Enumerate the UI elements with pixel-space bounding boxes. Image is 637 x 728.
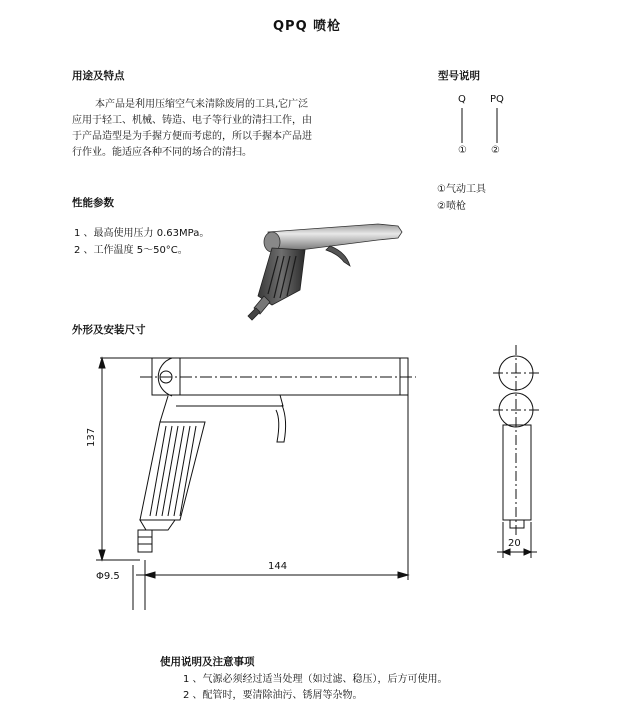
dim-diameter-label: Φ9.5 bbox=[96, 571, 120, 582]
model-heading: 型号说明 bbox=[438, 70, 480, 82]
dim-width-label: 20 bbox=[508, 538, 521, 549]
model-mark-right: ② bbox=[491, 145, 500, 156]
model-legend-1: ①气动工具 bbox=[437, 184, 486, 195]
usage-heading: 用途及特点 bbox=[72, 70, 125, 82]
spray-gun-photo bbox=[248, 224, 402, 320]
usage-line-4: 行作业。能适应各种不同的场合的清扫。 bbox=[72, 147, 252, 158]
usage-line-3: 于产品造型是为手握方便而考虑的，所以手握本产品进 bbox=[72, 131, 312, 142]
model-code-left: Q bbox=[458, 94, 466, 105]
side-view-drawing bbox=[96, 358, 416, 610]
instructions-heading: 使用说明及注意事项 bbox=[160, 656, 255, 668]
model-legend-2: ②喷枪 bbox=[437, 201, 466, 212]
dim-length-label: 144 bbox=[268, 561, 288, 572]
performance-heading: 性能参数 bbox=[72, 197, 114, 209]
usage-line-1: 本产品是利用压缩空气来清除废屑的工具,它广泛 bbox=[95, 99, 309, 110]
performance-item-2: 2 、工作温度 5～50°C。 bbox=[74, 245, 188, 256]
page-title: QPQ 喷枪 bbox=[273, 19, 342, 34]
model-diagram bbox=[462, 108, 497, 143]
front-view-drawing bbox=[493, 345, 539, 558]
usage-line-2: 应用于轻工、机械、铸造、电子等行业的清扫工作，由 bbox=[72, 115, 312, 126]
model-code-right: PQ bbox=[490, 94, 504, 105]
performance-item-1: 1 、最高使用压力 0.63MPa。 bbox=[74, 228, 210, 239]
drawing-heading: 外形及安装尺寸 bbox=[72, 324, 146, 336]
dim-height-label: 137 bbox=[86, 427, 97, 447]
instructions-item-1: 1 、气源必须经过适当处理（如过滤、稳压），后方可使用。 bbox=[183, 674, 448, 685]
instructions-item-2: 2 、配管时，要清除油污、锈屑等杂物。 bbox=[183, 690, 363, 701]
model-mark-left: ① bbox=[458, 145, 467, 156]
